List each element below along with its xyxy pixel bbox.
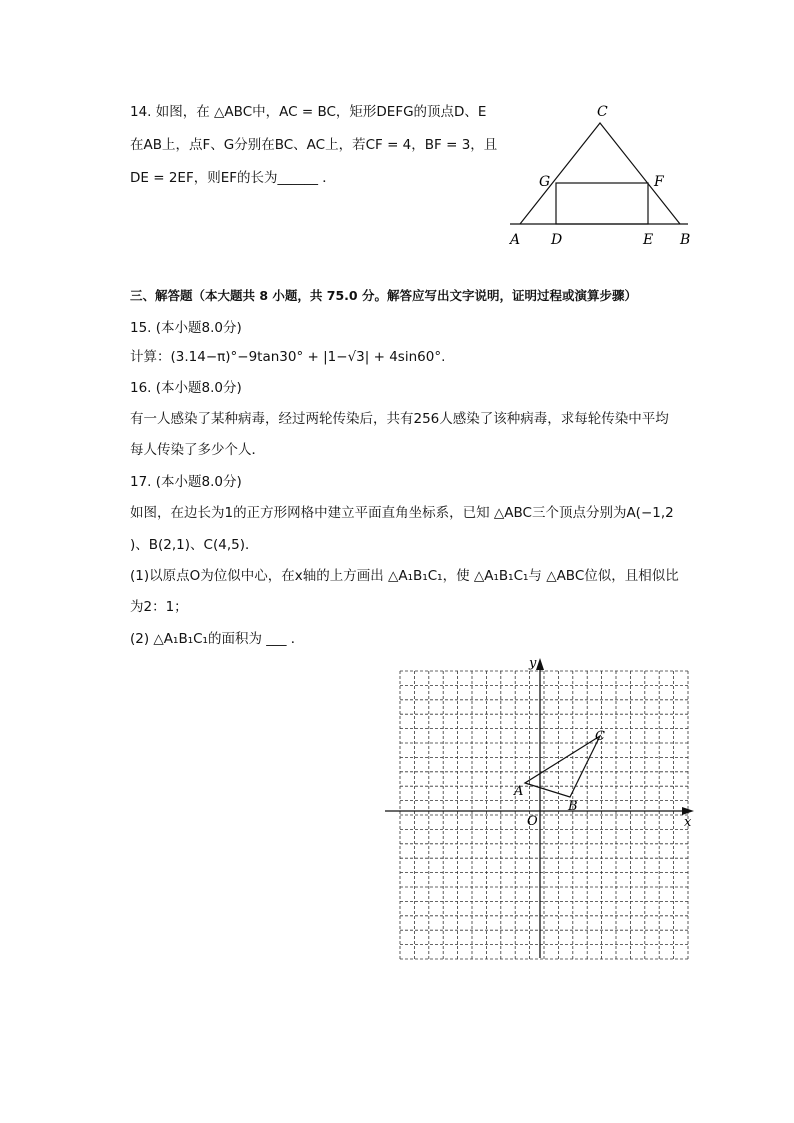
q17-coordinate-grid	[380, 650, 700, 965]
q15-body: 计算：(3.14−π)°−9tan30° + |1−√3| + 4sin60°.	[130, 349, 446, 365]
label-g: G	[539, 174, 551, 190]
label-a: A	[510, 232, 521, 248]
q17-head: 17. (本小题8.0分)	[130, 474, 242, 490]
label-e: E	[643, 232, 654, 248]
q17-line-1: 如图，在边长为1的正方形网格中建立平面直角坐标系，已知 △ABC三个顶点分别为A(−1,2	[130, 505, 674, 521]
q17-line-2: )、B(2,1)、C(4,5)．	[130, 537, 259, 553]
label-f: F	[654, 174, 664, 190]
rectangle-defg	[556, 183, 648, 224]
label-x-axis: x	[684, 815, 692, 830]
q14-triangle-figure	[500, 98, 700, 253]
q14-line-1: 14. 如图，在 △ABC中，AC = BC，矩形DEFG的顶点D、E	[130, 104, 487, 120]
q16-head: 16. (本小题8.0分)	[130, 380, 242, 396]
label-origin: O	[527, 814, 538, 829]
q14-line-3: DE = 2EF，则EF的长为______ ．	[130, 170, 336, 186]
section-3-heading: 三、解答题（本大题共 8 小题，共 75.0 分。解答应写出文字说明，证明过程或演算步骤）	[130, 288, 637, 303]
triangle-abc	[525, 736, 600, 797]
q16-line-1: 有一人感染了某种病毒，经过两轮传染后，共有256人感染了该种病毒，求每轮传染中平均	[130, 411, 669, 427]
q15-head: 15. (本小题8.0分)	[130, 320, 242, 336]
q16-line-2: 每人传染了多少个人．	[130, 442, 265, 458]
label-point-b: B	[568, 799, 578, 814]
q14-line-2: 在AB上，点F、G分别在BC、AC上，若CF = 4，BF = 3，且	[130, 137, 498, 153]
q17-part2: (2) △A₁B₁C₁的面积为 ___ ．	[130, 631, 305, 647]
label-point-a: A	[514, 784, 524, 799]
label-y-axis: y	[529, 656, 537, 671]
q17-part1-line-2: 为2：1；	[130, 599, 188, 615]
label-b: B	[680, 232, 691, 248]
y-axis-arrow	[536, 658, 544, 670]
label-point-c: C	[595, 729, 605, 744]
grid-lines	[400, 671, 688, 959]
label-c: C	[597, 104, 608, 120]
q17-part1-line-1: (1)以原点O为位似中心，在x轴的上方画出 △A₁B₁C₁，使 △A₁B₁C₁与 △ABC位似，且相似比	[130, 568, 679, 584]
label-d: D	[551, 232, 563, 248]
